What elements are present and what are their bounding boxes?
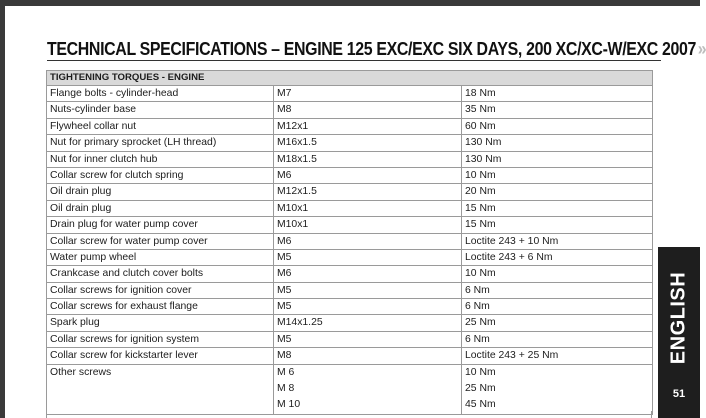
page-number: 51 [672, 388, 686, 400]
part-cell: Collar screw for water pump cover [47, 233, 274, 249]
chevron-right-icon: » [697, 38, 706, 59]
table-row [47, 348, 653, 364]
torque-cell: Loctite 243 + 10 Nm [462, 233, 653, 249]
thread-cell: M6 [274, 266, 462, 282]
thread-cell: M18x1.5 [274, 151, 462, 167]
thread-cell: M16x1.5 [274, 135, 462, 151]
thread-value: M 6 [277, 366, 295, 378]
part-cell: Spark plug [47, 315, 274, 331]
thread-cell: M14x1.25 [274, 315, 462, 331]
part-cell: Collar screws for ignition system [47, 331, 274, 347]
torque-cell: 20 Nm [462, 184, 653, 200]
torque-value: 45 Nm [465, 399, 496, 411]
title-underline [47, 60, 661, 61]
table-row [47, 315, 653, 331]
part-cell: Nuts-cylinder base [47, 102, 274, 118]
part-cell: Collar screw for clutch spring [47, 167, 274, 183]
torque-cell: 6 Nm [462, 331, 653, 347]
part-cell: Flange bolts - cylinder-head [47, 86, 274, 102]
table-row [47, 217, 653, 233]
torque-cell: 6 Nm [462, 299, 653, 315]
table-row [47, 249, 653, 265]
torque-cell: 60 Nm [462, 118, 653, 134]
torque-cell: 18 Nm [462, 86, 653, 102]
table-row [47, 118, 653, 134]
table-row [47, 331, 653, 347]
part-cell: Oil drain plug [47, 200, 274, 216]
thread-cell: M5 [274, 331, 462, 347]
page-left-border [0, 0, 5, 418]
thread-cell: M12x1.5 [274, 184, 462, 200]
thread-cell: M8 [274, 102, 462, 118]
torque-cell [462, 364, 653, 414]
table-row [47, 135, 653, 151]
torque-cell: 15 Nm [462, 200, 653, 216]
torque-cell: 10 Nm [462, 266, 653, 282]
thread-cell: M5 [274, 299, 462, 315]
page-top-border [0, 0, 700, 6]
torque-cell: Loctite 243 + 25 Nm [462, 348, 653, 364]
thread-value: M 8 [277, 383, 295, 395]
table-row [47, 200, 653, 216]
torque-cell: 130 Nm [462, 135, 653, 151]
table-row [47, 184, 653, 200]
thread-cell [274, 364, 462, 414]
part-cell: Oil drain plug [47, 184, 274, 200]
table-row [47, 151, 653, 167]
thread-value: M 10 [277, 399, 301, 411]
thread-cell: M12x1 [274, 118, 462, 134]
thread-cell: M10x1 [274, 217, 462, 233]
table-row-other-screws [47, 364, 653, 414]
torque-value: 10 Nm [465, 366, 496, 378]
part-cell: Nut for inner clutch hub [47, 151, 274, 167]
table-continuation [46, 411, 652, 418]
part-cell: Collar screws for exhaust flange [47, 299, 274, 315]
part-cell: Nut for primary sprocket (LH thread) [47, 135, 274, 151]
torque-value: 25 Nm [465, 383, 496, 395]
thread-cell: M6 [274, 167, 462, 183]
part-cell: Water pump wheel [47, 249, 274, 265]
section-title: TIGHTENING TORQUES - ENGINE [47, 71, 653, 86]
table-row [47, 299, 653, 315]
torque-cell: 10 Nm [462, 167, 653, 183]
table-row [47, 167, 653, 183]
thread-cell: M6 [274, 233, 462, 249]
table-row [47, 282, 653, 298]
part-cell: Drain plug for water pump cover [47, 217, 274, 233]
torque-table [46, 70, 653, 415]
table-row [47, 233, 653, 249]
table-row [47, 266, 653, 282]
page-title-text: TECHNICAL SPECIFICATIONS – ENGINE 125 EXC/EXC SIX DAYS, 200 XC/XC-W/EXC 2007 [47, 38, 697, 59]
thread-cell: M5 [274, 282, 462, 298]
page-title [47, 38, 706, 60]
thread-cell: M8 [274, 348, 462, 364]
thread-cell: M10x1 [274, 200, 462, 216]
thread-cell: M5 [274, 249, 462, 265]
part-cell: Crankcase and clutch cover bolts [47, 266, 274, 282]
table-row [47, 102, 653, 118]
torque-cell: 6 Nm [462, 282, 653, 298]
torque-cell: 130 Nm [462, 151, 653, 167]
torque-cell: 35 Nm [462, 102, 653, 118]
part-cell: Flywheel collar nut [47, 118, 274, 134]
part-cell: Other screws [47, 364, 274, 414]
table-section-header [47, 71, 653, 86]
thread-cell: M7 [274, 86, 462, 102]
part-cell: Collar screws for ignition cover [47, 282, 274, 298]
torque-cell: 15 Nm [462, 217, 653, 233]
language-label: ENGLISH [667, 271, 690, 365]
torque-cell: 25 Nm [462, 315, 653, 331]
torque-cell: Loctite 243 + 6 Nm [462, 249, 653, 265]
table-row [47, 86, 653, 102]
part-cell: Collar screw for kickstarter lever [47, 348, 274, 364]
